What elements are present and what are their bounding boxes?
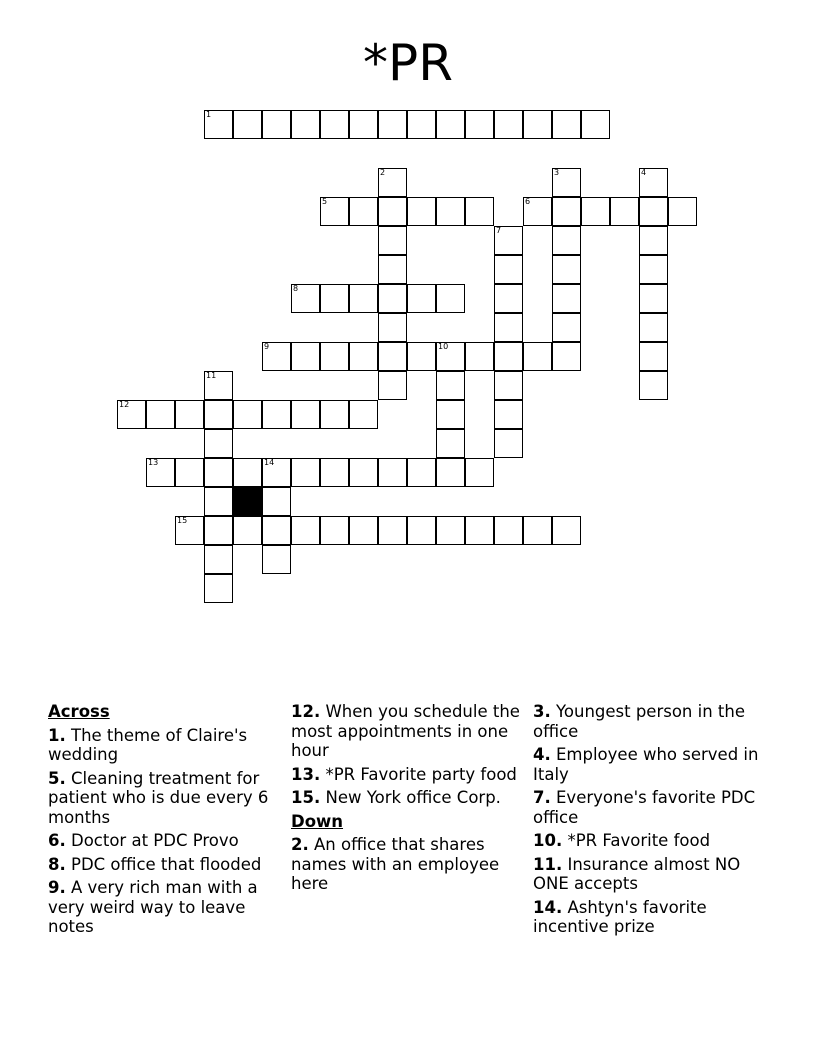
clue-number: 8. xyxy=(48,854,66,874)
crossword-cell[interactable] xyxy=(436,400,465,429)
crossword-cell[interactable] xyxy=(320,516,349,545)
crossword-cell[interactable] xyxy=(349,110,378,139)
cell-number: 7 xyxy=(496,226,502,235)
crossword-cell[interactable] xyxy=(378,110,407,139)
crossword-cell[interactable] xyxy=(262,400,291,429)
crossword-cell[interactable] xyxy=(146,400,175,429)
crossword-cell[interactable] xyxy=(494,226,523,255)
crossword-cell[interactable] xyxy=(494,284,523,313)
clue-number: 14. xyxy=(533,897,563,917)
crossword-cell[interactable] xyxy=(436,371,465,400)
clue-number: 1. xyxy=(48,725,66,745)
crossword-cell[interactable] xyxy=(204,458,233,487)
crossword-cell[interactable] xyxy=(436,429,465,458)
clue-across-8 xyxy=(48,855,286,875)
clue-down-3 xyxy=(533,702,771,741)
crossword-cell[interactable] xyxy=(233,400,262,429)
crossword-cell[interactable] xyxy=(465,458,494,487)
clue-text: The theme of Claire's wedding xyxy=(48,725,248,764)
crossword-cell[interactable] xyxy=(204,371,233,400)
clue-text: Ashtyn's favorite incentive prize xyxy=(533,897,707,936)
crossword-cell[interactable] xyxy=(262,545,291,574)
crossword-cell[interactable] xyxy=(552,255,581,284)
crossword-cell[interactable] xyxy=(349,458,378,487)
crossword-cell[interactable] xyxy=(175,400,204,429)
crossword-cell[interactable] xyxy=(581,110,610,139)
clue-text: Youngest person in the office xyxy=(533,702,746,741)
clue-number: 7. xyxy=(533,788,551,807)
clue-down-7 xyxy=(533,788,771,827)
crossword-cell[interactable] xyxy=(320,110,349,139)
puzzle-title: *PR xyxy=(363,34,453,92)
clue-down-14 xyxy=(533,898,771,937)
crossword-cell[interactable] xyxy=(494,371,523,400)
crossword-cell[interactable] xyxy=(204,516,233,545)
crossword-cell[interactable] xyxy=(378,458,407,487)
crossword-cell[interactable] xyxy=(523,110,552,139)
clue-across-9 xyxy=(48,878,286,937)
crossword-cell[interactable] xyxy=(494,400,523,429)
crossword-cell[interactable] xyxy=(552,342,581,371)
clue-text: When you schedule the most appointments in one hour xyxy=(291,702,520,760)
down-heading: Down xyxy=(291,811,344,831)
crossword-cell[interactable] xyxy=(233,458,262,487)
clue-number: 11. xyxy=(533,854,563,874)
cell-number: 5 xyxy=(322,197,328,206)
clue-across-6 xyxy=(48,831,286,851)
clue-text: *PR Favorite food xyxy=(567,831,711,850)
crossword-cell[interactable] xyxy=(639,168,668,197)
crossword-cell[interactable] xyxy=(465,516,494,545)
crossword-cell[interactable] xyxy=(494,516,523,545)
crossword-cell[interactable] xyxy=(552,226,581,255)
crossword-cell[interactable] xyxy=(407,516,436,545)
crossword-cell[interactable] xyxy=(378,342,407,371)
clue-text: Employee who served in Italy xyxy=(533,745,759,784)
clue-down-10 xyxy=(533,831,771,851)
clue-text: PDC office that flooded xyxy=(71,854,262,874)
crossword-cell[interactable] xyxy=(378,168,407,197)
clue-text: Everyone's favorite PDC office xyxy=(533,788,756,827)
crossword-cell[interactable] xyxy=(175,458,204,487)
clue-text: Doctor at PDC Provo xyxy=(71,831,239,850)
clue-across-15 xyxy=(291,788,529,808)
cell-number: 12 xyxy=(119,400,130,409)
crossword-cell[interactable] xyxy=(233,110,262,139)
crossword-cell[interactable] xyxy=(465,342,494,371)
cell-number: 9 xyxy=(264,342,270,351)
clue-number: 12. xyxy=(291,702,321,721)
crossword-cell[interactable] xyxy=(349,342,378,371)
crossword-cell[interactable] xyxy=(262,342,291,371)
cell-number: 3 xyxy=(554,168,560,177)
crossword-cell[interactable] xyxy=(436,110,465,139)
crossword-cell[interactable] xyxy=(639,342,668,371)
crossword-cell[interactable] xyxy=(639,197,668,226)
cell-number: 13 xyxy=(148,458,159,467)
crossword-cell[interactable] xyxy=(523,516,552,545)
crossword-cell[interactable] xyxy=(378,255,407,284)
crossword-cell[interactable] xyxy=(291,110,320,139)
clue-down-4 xyxy=(533,745,771,784)
clue-number: 15. xyxy=(291,788,321,807)
crossword-cell[interactable] xyxy=(639,226,668,255)
cell-number: 11 xyxy=(206,371,217,380)
crossword-cell[interactable] xyxy=(639,371,668,400)
clue-number: 2. xyxy=(291,835,309,854)
clue-number: 4. xyxy=(533,745,551,764)
crossword-cell[interactable] xyxy=(262,110,291,139)
crossword-cell[interactable] xyxy=(262,487,291,516)
clues-column-3 xyxy=(533,702,771,941)
crossword-cell[interactable] xyxy=(349,400,378,429)
crossword-cell[interactable] xyxy=(204,487,233,516)
crossword-cell[interactable] xyxy=(494,255,523,284)
crossword-cell[interactable] xyxy=(552,110,581,139)
crossword-cell[interactable] xyxy=(175,516,204,545)
clue-number: 3. xyxy=(533,702,551,721)
crossword-cell[interactable] xyxy=(639,255,668,284)
crossword-cell[interactable] xyxy=(291,342,320,371)
crossword-cell[interactable] xyxy=(349,284,378,313)
crossword-cell[interactable] xyxy=(639,313,668,342)
clue-text: Insurance almost NO ONE accepts xyxy=(533,854,741,893)
crossword-cell[interactable] xyxy=(204,574,233,603)
crossword-cell[interactable] xyxy=(204,545,233,574)
crossword-cell[interactable] xyxy=(349,516,378,545)
cell-number: 10 xyxy=(438,342,449,351)
clue-across-5 xyxy=(48,769,286,828)
clue-number: 9. xyxy=(48,878,66,897)
crossword-cell[interactable] xyxy=(552,284,581,313)
crossword-cell[interactable] xyxy=(320,458,349,487)
clue-text: An office that shares names with an employee here xyxy=(291,835,500,893)
crossword-cell[interactable] xyxy=(320,284,349,313)
crossword-cell[interactable] xyxy=(407,458,436,487)
crossword-cell[interactable] xyxy=(262,458,291,487)
cell-number: 14 xyxy=(264,458,275,467)
clue-number: 13. xyxy=(291,764,321,784)
clue-text: *PR Favorite party food xyxy=(325,764,517,784)
crossword-cell[interactable] xyxy=(436,284,465,313)
cell-number: 15 xyxy=(177,516,188,525)
crossword-cell[interactable] xyxy=(117,400,146,429)
crossword-cell[interactable] xyxy=(436,342,465,371)
crossword-cell[interactable] xyxy=(204,429,233,458)
crossword-cell[interactable] xyxy=(146,458,175,487)
clue-down-11 xyxy=(533,855,771,894)
crossword-cell[interactable] xyxy=(494,342,523,371)
crossword-cell[interactable] xyxy=(378,226,407,255)
clue-down-2 xyxy=(291,835,529,894)
cell-number: 1 xyxy=(206,110,212,119)
cell-number: 8 xyxy=(293,284,299,293)
clue-across-12 xyxy=(291,702,529,761)
crossword-cell[interactable] xyxy=(639,284,668,313)
clues-column-1 xyxy=(48,702,286,941)
clue-text: A very rich man with a very weird way to leave notes xyxy=(48,878,258,936)
crossword-cell[interactable] xyxy=(552,313,581,342)
clue-number: 10. xyxy=(533,831,563,850)
crossword-cell[interactable] xyxy=(204,400,233,429)
crossword-cell[interactable] xyxy=(349,197,378,226)
crossword-cell[interactable] xyxy=(552,516,581,545)
crossword-cell[interactable] xyxy=(407,110,436,139)
crossword-cell[interactable] xyxy=(494,313,523,342)
crossword-cell[interactable] xyxy=(291,400,320,429)
crossword-block-cell xyxy=(233,487,262,516)
crossword-cell[interactable] xyxy=(581,197,610,226)
crossword-cell[interactable] xyxy=(552,197,581,226)
crossword-cell[interactable] xyxy=(378,197,407,226)
crossword-cell[interactable] xyxy=(291,284,320,313)
crossword-cell[interactable] xyxy=(436,458,465,487)
crossword-cell[interactable] xyxy=(465,110,494,139)
crossword-cell[interactable] xyxy=(668,197,697,226)
crossword-cell[interactable] xyxy=(378,371,407,400)
crossword-cell[interactable] xyxy=(610,197,639,226)
cell-number: 2 xyxy=(380,168,386,177)
clue-number: 6. xyxy=(48,831,66,850)
crossword-cell[interactable] xyxy=(407,342,436,371)
clue-across-13 xyxy=(291,765,529,785)
crossword-cell[interactable] xyxy=(320,197,349,226)
crossword-cell[interactable] xyxy=(291,516,320,545)
crossword-cell[interactable] xyxy=(523,342,552,371)
clues-column-2 xyxy=(291,702,529,898)
cell-number: 6 xyxy=(525,197,531,206)
crossword-cell[interactable] xyxy=(436,516,465,545)
clue-number: 5. xyxy=(48,768,66,788)
crossword-cell[interactable] xyxy=(378,284,407,313)
crossword-cell[interactable] xyxy=(407,197,436,226)
crossword-cell[interactable] xyxy=(204,110,233,139)
crossword-cell[interactable] xyxy=(436,197,465,226)
clue-text: New York office Corp. xyxy=(325,788,501,807)
crossword-cell[interactable] xyxy=(320,400,349,429)
crossword-cell[interactable] xyxy=(494,429,523,458)
crossword-cell[interactable] xyxy=(233,516,262,545)
clue-text: Cleaning treatment for patient who is due every 6 months xyxy=(48,768,269,827)
across-heading: Across xyxy=(48,702,110,721)
crossword-cell[interactable] xyxy=(494,110,523,139)
crossword-cell[interactable] xyxy=(262,516,291,545)
crossword-cell[interactable] xyxy=(465,197,494,226)
crossword-cell[interactable] xyxy=(407,284,436,313)
crossword-cell[interactable] xyxy=(291,458,320,487)
cell-number: 4 xyxy=(641,168,647,177)
crossword-cell[interactable] xyxy=(523,197,552,226)
crossword-cell[interactable] xyxy=(320,342,349,371)
clue-across-1 xyxy=(48,726,286,765)
crossword-cell[interactable] xyxy=(378,516,407,545)
crossword-cell[interactable] xyxy=(378,313,407,342)
crossword-cell[interactable] xyxy=(552,168,581,197)
